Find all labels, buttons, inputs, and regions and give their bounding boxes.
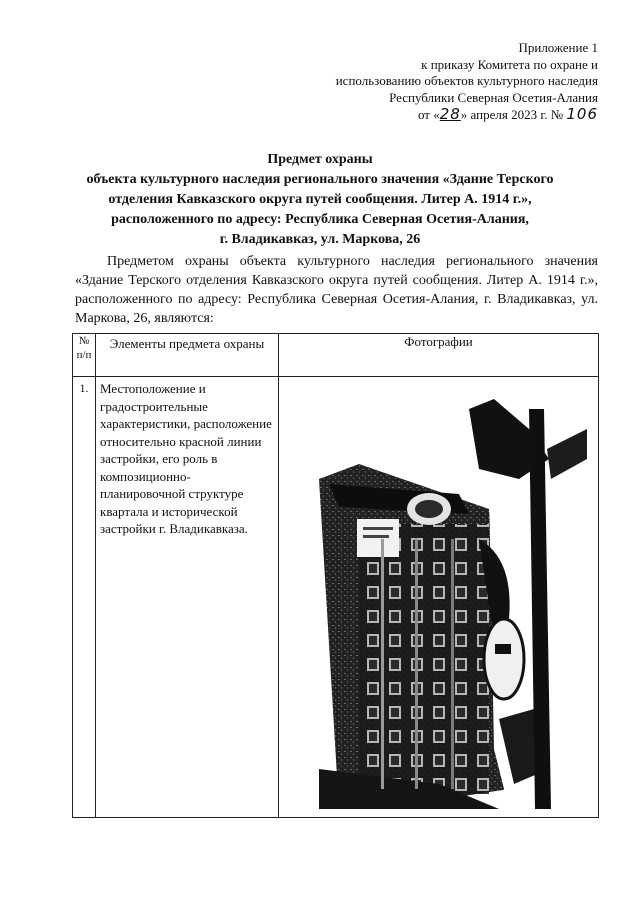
title-object: объекта культурного наследия регионального значения «Здание Терского — [86, 172, 554, 187]
protection-elements-table — [72, 333, 599, 818]
intro-paragraph: Предметом охраны объекта культурного наследия регионального значения «Здание Терского отделения Кавказского округа путей сообщения. Литер А. 1914 г.», расположенного по адресу: Республика Северная Осетия-Алания, г. Владикавказ, ул. Маркова, 26, являются: — [75, 254, 598, 326]
header-elements: Элементы предмета охраны — [96, 334, 279, 377]
row-description: Местоположение и градостроительные характеристики, расположение относительно красной линии застройки, его роль в композиционно-планировочной структуре квартала и исторической застройки г. Владикавказа. — [96, 377, 279, 818]
building-photo-image — [319, 389, 587, 809]
title-address: расположенного по адресу: Республика Северная Осетия-Алания, — [111, 212, 529, 227]
table-row — [73, 377, 599, 818]
handwritten-day: 28 — [439, 105, 461, 123]
appendix-republic: Республики Северная Осетия-Алания — [389, 89, 598, 105]
row-number: 1. — [73, 377, 96, 818]
table-header-row — [73, 334, 599, 377]
title-heading: Предмет охраны — [267, 152, 373, 167]
photo-cell — [279, 377, 599, 818]
building-photo — [319, 389, 587, 809]
appendix-header — [336, 40, 598, 124]
appendix-order-ref: к приказу Комитета по охране и — [421, 56, 598, 72]
title-street: г. Владикавказ, ул. Маркова, 26 — [219, 232, 421, 247]
date-prefix: от « — [417, 107, 440, 122]
date-suffix: » апреля 2023 г. № — [460, 107, 564, 122]
appendix-committee: использованию объектов культурного наследия — [335, 73, 598, 88]
header-photos: Фотографии — [279, 334, 599, 377]
header-number: № п/п — [73, 334, 96, 377]
document-title — [60, 150, 580, 250]
title-object-cont: отделения Кавказского округа путей сообщения. Литер А. 1914 г.», — [108, 192, 532, 207]
handwritten-order-number: 106 — [566, 105, 598, 123]
appendix-title: Приложение 1 — [518, 40, 598, 55]
appendix-date-line — [336, 106, 598, 124]
